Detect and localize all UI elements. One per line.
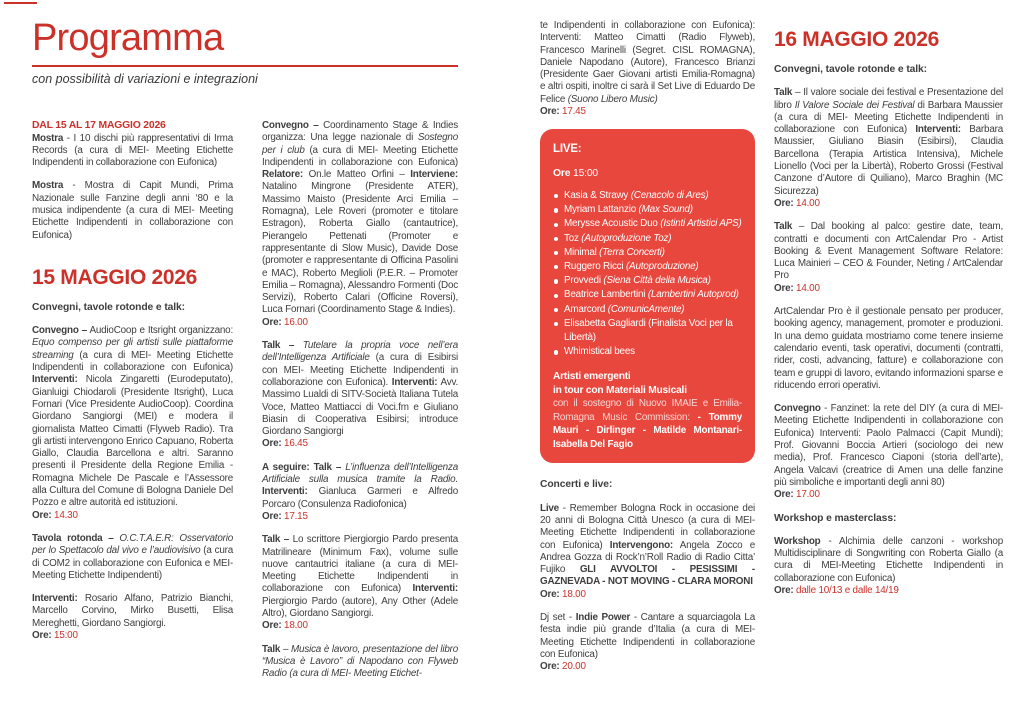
- text-run: (a cura di MEI- Meeting Etichet-: [286, 668, 422, 680]
- artist-name: Toz: [564, 232, 579, 244]
- text-run: - Remember Bologna Rock in occasione dei 20 anni di Bologna Città Unesco (a cura di MEI- Meeting Etichette Indipendenti in collaborazione con Eufonica): [540, 502, 755, 551]
- text-run: Tutelare la propria voce nell’era dell’Intelligenza Artificiale: [262, 340, 458, 364]
- time-label: Ore:: [262, 510, 282, 522]
- artist-note: (Autoproduzione): [623, 260, 699, 272]
- emerging-artists-title: in tour con Materiali Musicali: [553, 384, 687, 396]
- event-paragraph: [540, 20, 755, 106]
- event-paragraph: [774, 306, 1003, 392]
- artist-item: [553, 260, 742, 274]
- time-value: 17.00: [793, 489, 820, 501]
- date-range-heading: DAL 15 AL 17 MAGGIO 2026: [32, 120, 166, 131]
- event-paragraph: [32, 593, 233, 630]
- text-run: Nicola Zingaretti (Eurodeputato), Gianluigi Chiodaroli (Presidente Itsright), Luca Fornari (Vice Presidente AudioCoop). Coordina Giordano Sangiorgi (MEI) e modera il giornalista Matteo Cimatti (Flyweb Radio). Tra gli artisti intervengono Enrico Capuano, Roberta Giallo, Claudia Barcellona e altri. Saranno presenti il Presidente della Regione Emilia - Romagna Michele De Pascale e l’Assessore alla Cultura del Comune di Bologna Daniele Del Pozzo e altre autorità ed istituzioni.: [32, 374, 233, 509]
- text-run: (a cura di COM2 in collaborazione con Eufonica e MEI- Meeting Etichette Indipendenti): [32, 545, 233, 581]
- time-row: [540, 106, 755, 118]
- event-paragraph: [262, 462, 458, 511]
- category-heading: Convegni, tavole rotonde e talk:: [32, 301, 185, 313]
- artist-note: (Istinti Artistici APS): [657, 218, 742, 230]
- live-artist-list: [553, 189, 742, 359]
- support-text: con il sostegno di Nuovo IMAIE e Emilia-Romagna Music Commission:: [553, 398, 742, 423]
- text-run: On.le Matteo Orfini –: [303, 169, 411, 181]
- event-paragraph: [262, 534, 458, 620]
- text-run: Live: [540, 502, 559, 514]
- text-run: - Mostra di Capit Mundi, Prima Nazionale sulle Fanzine degli anni ‘80 e la musica indipendente (a cura di MEI- Meeting Etichette Indipendenti in collaborazione con Eufonica): [32, 180, 233, 241]
- text-run: Talk: [262, 643, 281, 655]
- emerging-artists-title: Artisti emergenti: [553, 371, 631, 383]
- event-paragraph: [774, 536, 1003, 585]
- time-label: Ore:: [32, 630, 52, 641]
- time-value: 18.00: [559, 588, 586, 600]
- event-paragraph: [262, 120, 458, 317]
- time-value: 14.00: [793, 282, 820, 294]
- time-label: Ore:: [774, 282, 794, 294]
- time-row: [774, 489, 1003, 501]
- title-rule: [32, 65, 458, 67]
- time-value: 17.45: [559, 106, 586, 118]
- live-box-title: LIVE:: [553, 143, 582, 156]
- event-paragraph: [262, 644, 458, 681]
- column-1: [32, 120, 233, 653]
- time-row: [32, 510, 233, 522]
- text-run: O.C.T.A.E.R: Osservatorio per lo Spettacolo dal vivo e l’audiovisivo: [32, 532, 233, 557]
- time-value: 20.00: [559, 661, 586, 673]
- text-run: Intervengono:: [609, 539, 674, 551]
- text-run: Mostra: [32, 180, 64, 192]
- text-run: Tavola rotonda –: [32, 532, 120, 544]
- artist-name: Ruggero Ricci: [564, 260, 624, 272]
- text-run: Talk –: [262, 340, 303, 352]
- text-run: Natalino Mingrone (Presidente ATER), Massimo Maisto (Presidente Arci Emilia – Romagna), Lele Roveri (promoter e titolare Estragon), Roberta Giallo (cantautrice), Pierangelo Pettenati (Promoter e rappresentante di Slow Music), Davide Dose (promoter e rappresentante di Officina Pasolini e MAC), Roberto Meglioli (P.E.R. – Promoter Emilia – Romagna), Alessandro Formenti (Doc Servizi), Roberto Calari (Officine Roversi), Luca Fornari (Coordinamento Stage & Indies).: [262, 181, 458, 316]
- text-run: (a cura di MEI- Meeting Etichette Indipendenti in collaborazione con Eufonica): [32, 349, 233, 374]
- text-run: Talk –: [262, 534, 290, 546]
- artist-note: (Siena Città della Musica): [600, 275, 711, 287]
- text-run: (Suono Libero Music): [567, 93, 658, 105]
- date-heading: 16 MAGGIO 2026: [774, 28, 940, 51]
- page-title: Programma: [32, 17, 224, 59]
- artist-name: Amarcord: [564, 303, 606, 315]
- time-label: Ore:: [774, 584, 794, 596]
- text-run: Convegno –: [262, 120, 319, 131]
- text-run: - Cantare a squarciagola La festa indie più grande d’Italia (a cura di MEI- Meeting Etichette Indipendenti in collaborazione con Eufonica): [540, 612, 756, 660]
- support-note: [553, 397, 742, 451]
- text-run: - Fanzinet: la rete del DIY (a cura di MEI- Meeting Etichette Indipendenti in collaborazione con Eufonica) Interventi: Paolo Palmacci (Capit Mundi); Prof. Giovanni Boccia Artieri (sociologo dei new media), Prof. Francesco Ciaponi (storia dell’arte), Angela Valcavi (creatrice di Amen una delle fanzine più simboliche e importanti degli anni 80): [774, 403, 1003, 488]
- text-run: – Dal booking al palco: gestire date, team, contratti e documenti con ArtCalendar Pro - Artist Booking & Event Management Software Relatore: Luca Mainieri – CEO & Founder, Neting / ArtCalendar Pro: [774, 221, 1003, 282]
- text-run: Interventi:: [32, 374, 78, 386]
- text-run: GLI AVVOLTOI - PESISSIMI - GAZNEVADA - NOT MOVING - CLARA MORONI: [540, 564, 755, 588]
- event-paragraph: [32, 133, 233, 170]
- text-run: Barbara Maussier, Giuliano Biasin (Esibirsi), Claudia Barcellona (Terapia Artistica Intensiva), Michele Lionello (Voci per la Libertà), Roberto Grossi (Festival Canzone d’Autore di Quiliano), Marco Braghin (MC Sicurezza): [774, 124, 1003, 197]
- event-paragraph: [540, 612, 755, 661]
- artist-note: (Finalista Voci per la Libertà): [564, 317, 733, 343]
- time-label: Ore:: [262, 438, 282, 450]
- text-run: Rosario Alfano, Patrizio Bianchi, Marcello Corvino, Mirko Busetti, Elisa Mereghetti, Giordano Sangiorgi.: [32, 593, 233, 629]
- artist-item: [553, 246, 742, 260]
- time-row: [262, 438, 458, 450]
- text-run: Relatore:: [262, 169, 304, 181]
- time-label: Ore:: [32, 509, 52, 521]
- event-paragraph: [774, 87, 1003, 198]
- text-run: Angela Zocco e Andrea Gozza di Rock’n’Roll Radio di Radio Citta’ Fujiko: [540, 539, 755, 576]
- text-run: – Il valore sociale dei festival e Presentazione del libro: [774, 87, 1003, 111]
- artist-name: Kasia & Strawy: [564, 189, 629, 201]
- text-run: (a cura di MEI- Meeting Etichette Indipendenti in collaborazione con Eufonica): [262, 144, 458, 168]
- event-paragraph: [774, 221, 1003, 282]
- live-box: [540, 129, 755, 463]
- text-run: (a cura di Esibirsi con MEI- Meeting Etichette Indipendenti in collaborazione con Eufonica).: [262, 352, 458, 388]
- column-4: [774, 28, 1003, 608]
- text-run: - I 10 dischi più rappresentativi di Irma Records (a cura di MEI- Meeting Etichette Indipendenti in collaborazione con Eufonica): [32, 132, 233, 169]
- artist-name: Merysse Acoustic Duo: [564, 218, 658, 230]
- time-row: [540, 589, 755, 601]
- artist-name: Myriam Lattanzio: [564, 204, 636, 216]
- page-subtitle: con possibilità di variazioni e integrazioni: [32, 72, 258, 86]
- text-run: A seguire: Talk –: [262, 461, 346, 473]
- time-value: 14.30: [51, 509, 78, 521]
- event-paragraph: [774, 403, 1003, 489]
- text-run: Talk: [774, 221, 793, 233]
- artist-name: Whimistical bees: [564, 346, 635, 358]
- artist-name: Provvedi: [564, 275, 601, 287]
- time-row: [262, 511, 458, 523]
- text-run: Convegno –: [32, 325, 87, 337]
- time-value: 18.00: [281, 620, 308, 632]
- artist-name: Minimal: [564, 246, 597, 258]
- text-run: - Alchimia delle canzoni - workshop Multidisciplinare di Songwriting con Roberta Giallo (a cura di MEI-Meeting Etichette Indipendenti in collaborazione con Eufonica): [774, 535, 1003, 584]
- time-label: Ore:: [262, 620, 282, 632]
- text-run: Lo scrittore Piergiorgio Pardo presenta Matrilineare (Minimum Fax), volume sulle nuove cantautrici italiane (a cura di MEI- Meeting Etichette Indipendenti in collaborazione con Eufonica): [262, 534, 459, 595]
- text-run: L’influenza dell’Intelligenza Artificiale sulla musica tramite la Radio.: [262, 461, 458, 486]
- text-run: AudioCoop e Itsright organizzano:: [86, 325, 233, 337]
- text-run: Talk: [774, 87, 793, 99]
- artist-note: (ComunicAmente): [605, 303, 685, 315]
- text-run: Interventi:: [262, 486, 308, 498]
- time-label: Ore:: [774, 489, 794, 501]
- time-label: Ore:: [540, 661, 560, 673]
- event-paragraph: [32, 325, 233, 509]
- time-row: [774, 585, 1003, 597]
- artist-item: [553, 303, 742, 317]
- event-paragraph: [32, 180, 233, 241]
- category-heading: Workshop e masterclass:: [774, 512, 897, 524]
- text-run: Gianluca Garmeri e Alfredo Porcaro (Consulenza Radiofonica): [262, 486, 458, 510]
- time-row: [774, 198, 1003, 210]
- text-run: Interventi:: [391, 376, 438, 388]
- artist-note: (Autoproduzione Toz): [578, 232, 672, 244]
- time-row: [774, 283, 1003, 295]
- text-run: Piergiorgio Pardo (autore), Any Other (Adele Altro), Giordano Sangiorgi.: [262, 595, 458, 619]
- text-run: Workshop: [774, 535, 821, 547]
- time-value: 14.00: [793, 197, 820, 209]
- text-run: Sostegno per i club: [262, 132, 458, 156]
- column-3: [540, 20, 755, 685]
- text-run: di Barbara Maussier (a cura di MEI- Meeting Etichette Indipendenti in collaborazione con Eufonica): [774, 99, 1003, 136]
- time-row: [540, 661, 755, 673]
- time-value: dalle 10/13 e dalle 14/19: [793, 584, 899, 596]
- text-run: Il Valore Sociale dei Festival: [794, 99, 915, 111]
- column-2: [262, 120, 458, 691]
- time-value: 15:00: [51, 630, 78, 641]
- time-row: [262, 317, 458, 329]
- artist-note: (Cenacolo di Ares): [628, 189, 709, 201]
- text-run: te Indipendenti in collaborazione con Eufonica): Interventi: Matteo Cimatti (Radio Flyweb), Francesco Marinelli (Segret. CISL ROMAGNA), Daniele Napodano (Autore), Francesco Brianzi (Presidente Gaer Giovani artisti Emilia-Romagna) e altri ospiti, inoltre ci sarà il Set Live di Eduardo De Felice: [540, 20, 755, 105]
- text-run: Interventi:: [32, 593, 78, 605]
- category-heading: Convegni, tavole rotonde e talk:: [774, 64, 927, 75]
- corner-crop-mark: [4, 2, 37, 4]
- text-run: Avv. Massimo Lualdi di SITV-Società Italiana Tutela Voce, Matteo Mattiacci di Voci.fm e Giuliano Biasin di Cooperativa Esibirsi; introduce Giordano Sangiorgi: [262, 376, 458, 438]
- time-label: Ore:: [774, 197, 794, 209]
- live-time-row: [553, 168, 742, 180]
- time-row: [32, 630, 233, 642]
- time-row: [262, 620, 458, 632]
- artist-note: (Max Sound): [636, 204, 693, 216]
- artist-item: [553, 189, 742, 203]
- artist-note: (Terra Concerti): [596, 246, 665, 258]
- text-run: ArtCalendar Pro è il gestionale pensato per producer, booking agency, management, promoter e produzioni. In una demo guidata mostriamo come tenere insieme calendario eventi, task operativi, documenti (contratti, rider, costi, advancing, fatture) e collaborazione con team e gruppi di lavoro, evitando informazioni sparse e riducendo errori operativi.: [774, 306, 1003, 391]
- artist-item: [553, 203, 742, 217]
- time-value: 16.00: [281, 316, 308, 328]
- artist-name: Beatrice Lambertini: [564, 289, 646, 301]
- text-run: Interviene:: [410, 169, 458, 181]
- time-value: 17.15: [281, 510, 308, 522]
- artist-name: Elisabetta Gagliardi: [564, 317, 646, 329]
- text-run: Coordinamento Stage & Indies organizza: Una legge nazionale di: [262, 120, 458, 144]
- time-label: Ore: [553, 167, 571, 179]
- text-run: Interventi:: [412, 583, 458, 595]
- time-value: 16.45: [281, 438, 308, 450]
- time-value: 15:00: [570, 167, 599, 179]
- artist-note: (Lambertini Autoprod): [645, 289, 739, 301]
- text-run: Indie Power: [575, 612, 631, 624]
- time-label: Ore:: [262, 316, 282, 328]
- supported-artists: - Tommy Mauri - Dirlinger - Matilde Montanari- Isabella Del Fagio: [553, 411, 743, 450]
- event-paragraph: [262, 340, 458, 438]
- artist-item: [553, 217, 742, 231]
- event-paragraph: [540, 503, 755, 589]
- time-label: Ore:: [540, 588, 560, 600]
- time-label: Ore:: [540, 106, 560, 118]
- text-run: Musica è lavoro, presentazione del libro “Musica è Lavoro” di Napodano con Flyweb Radio: [262, 643, 458, 680]
- artist-item: [553, 274, 742, 288]
- category-heading: Concerti e live:: [540, 479, 613, 491]
- text-run: Mostra: [32, 132, 64, 144]
- event-paragraph: [32, 533, 233, 582]
- text-run: –: [280, 643, 292, 655]
- text-run: Convegno: [774, 403, 821, 415]
- text-run: Interventi:: [915, 124, 961, 136]
- artist-item: [553, 345, 742, 359]
- artist-item: [553, 317, 742, 345]
- date-heading: 15 MAGGIO 2026: [32, 265, 198, 289]
- artist-item: [553, 232, 742, 246]
- text-run: Dj set -: [540, 612, 576, 624]
- text-run: Equo compenso per gli artisti sulle piattaforme streaming: [32, 337, 233, 361]
- artist-item: [553, 288, 742, 302]
